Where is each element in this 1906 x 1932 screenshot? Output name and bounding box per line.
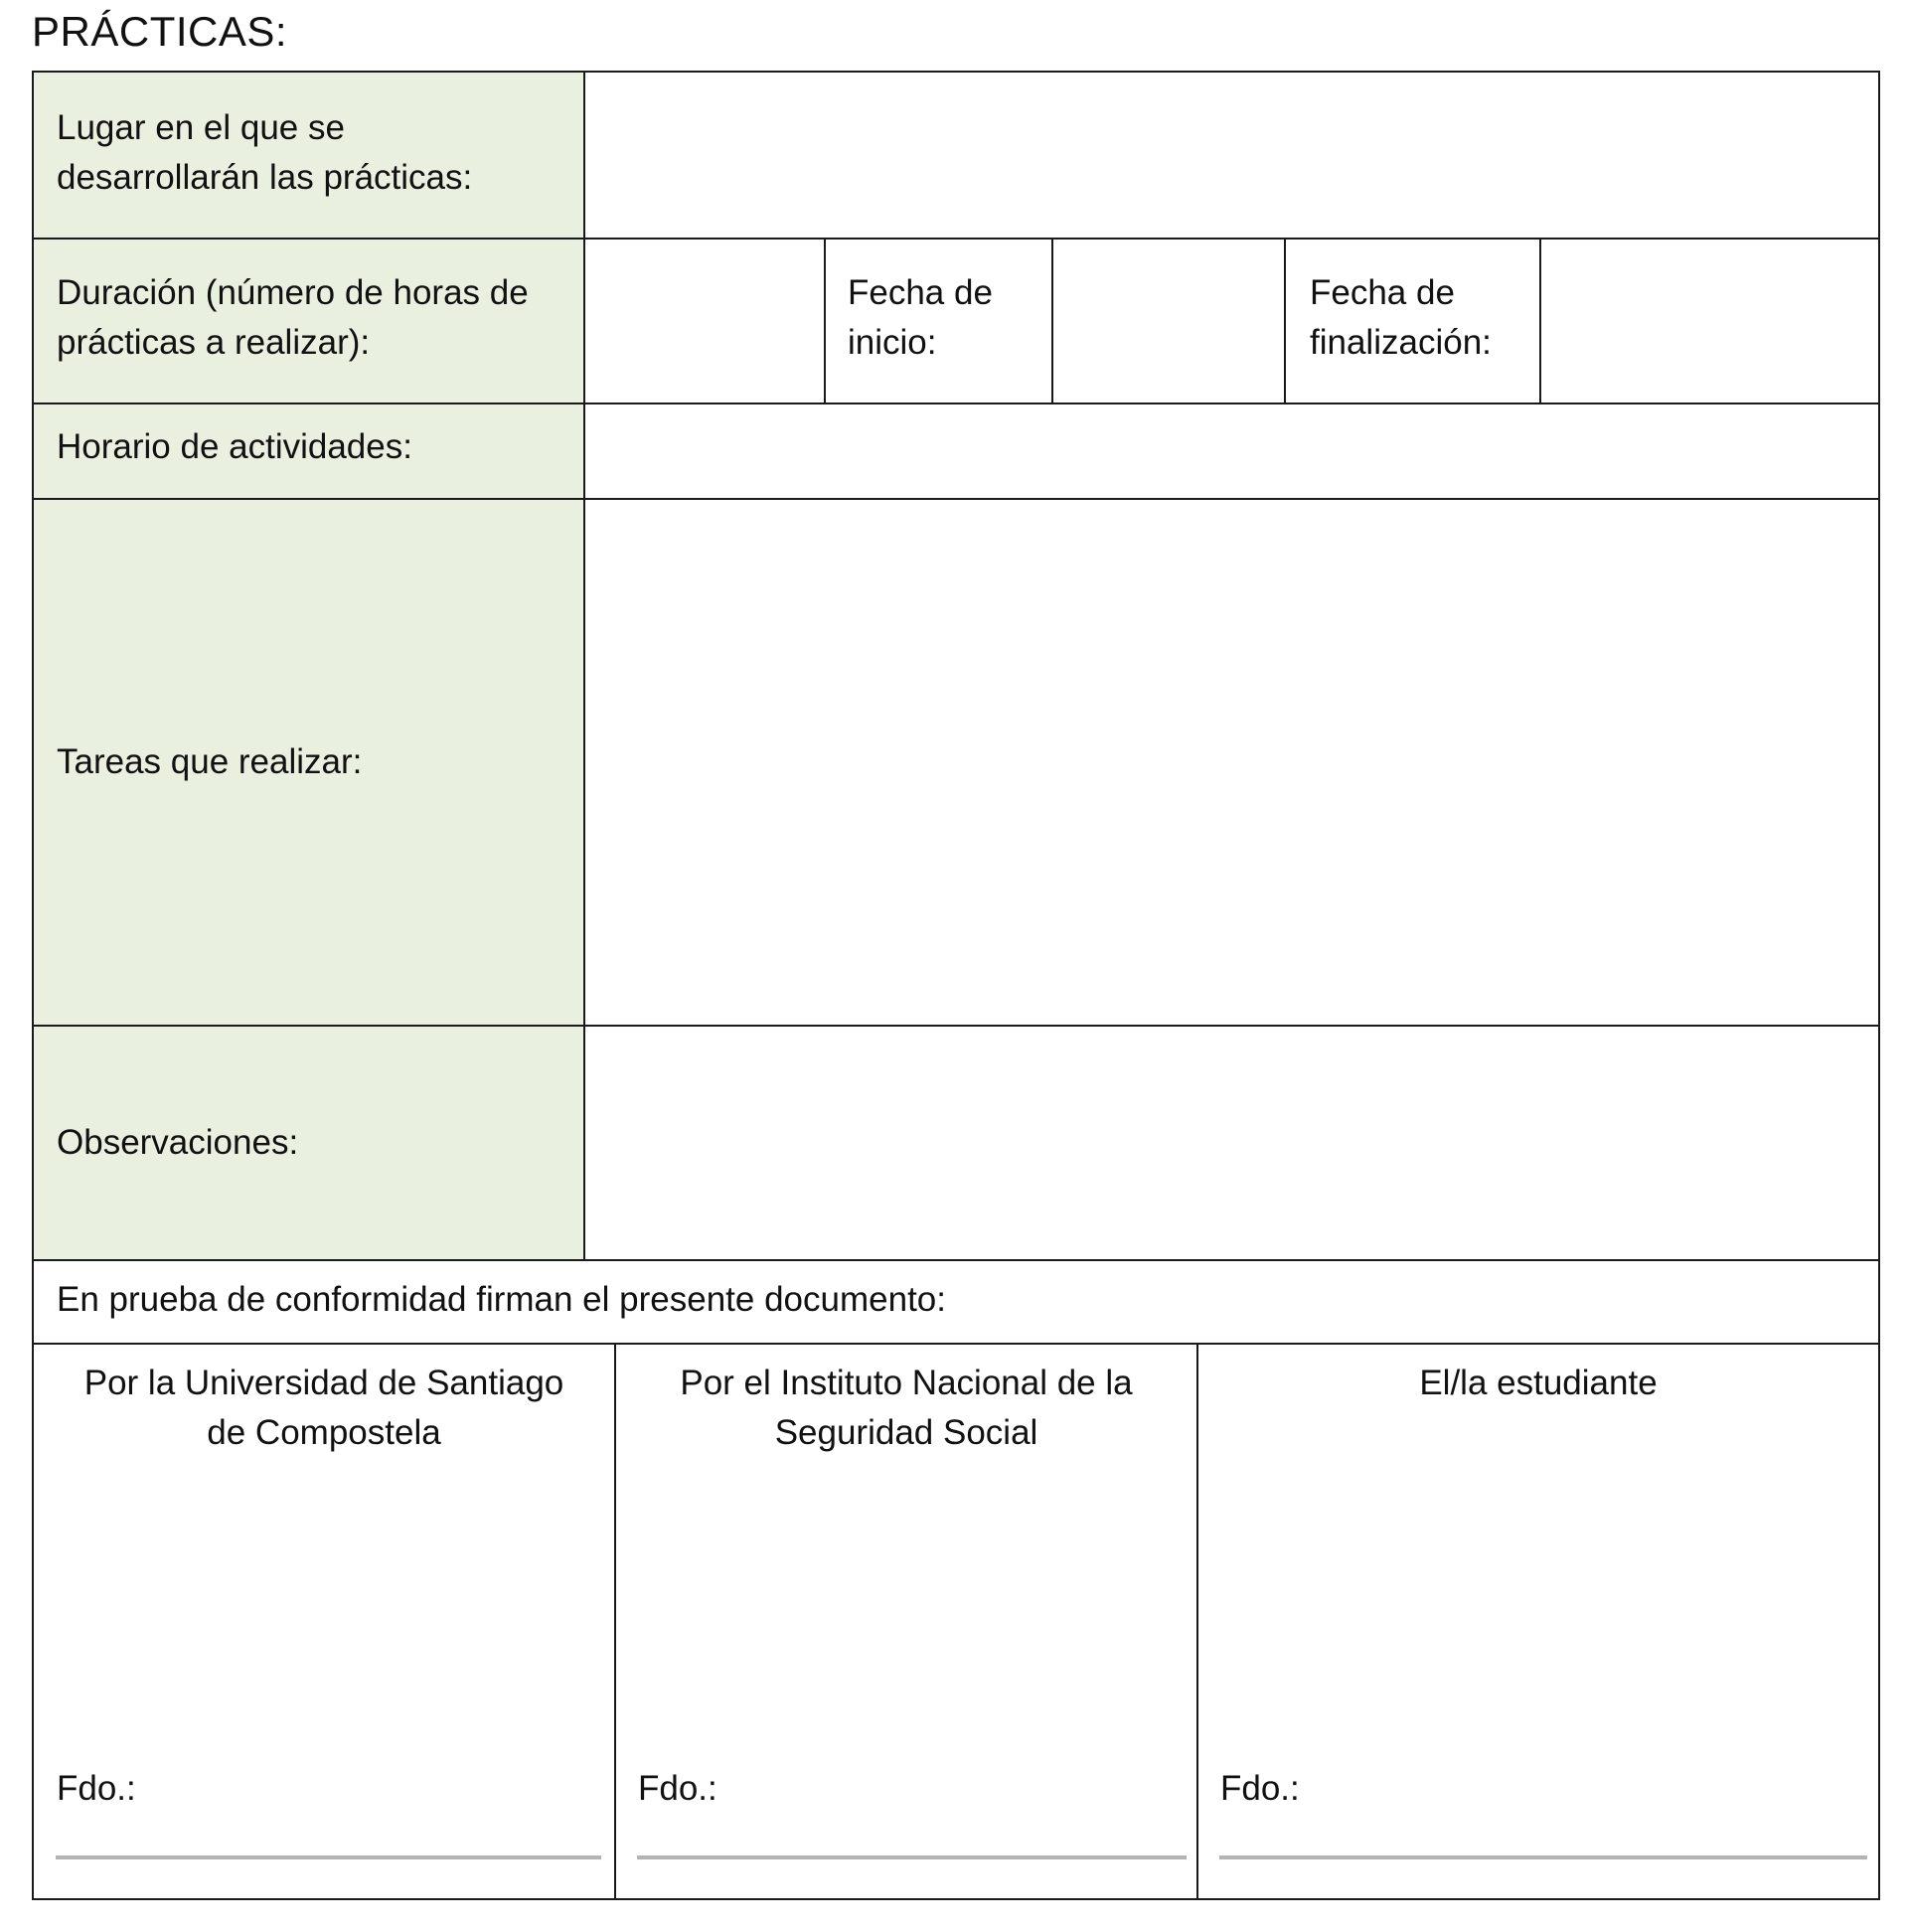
signature-line-inss <box>637 1855 1187 1859</box>
duracion-label: Duración (número de horas de prácticas a realizar): <box>57 273 529 362</box>
lugar-value-field[interactable] <box>585 73 1878 238</box>
duracion-value-field[interactable] <box>585 240 824 402</box>
fecha-inicio-label: Fecha de inicio: <box>848 273 993 362</box>
signature-fdo-label-student: Fdo.: <box>1220 1769 1300 1808</box>
duracion-label-cell <box>34 240 585 402</box>
fecha-fin-label-cell <box>1286 240 1539 402</box>
fecha-fin-value-field[interactable] <box>1541 240 1878 402</box>
fecha-inicio-label-cell <box>826 240 1051 402</box>
lugar-label-cell <box>34 73 585 238</box>
horario-label-cell <box>34 404 585 498</box>
fecha-fin-label: Fecha de finalización: <box>1310 273 1492 362</box>
signature-party-usc: Por la Universidad de Santiago de Compostela <box>83 1364 564 1452</box>
signature-line-usc <box>56 1855 601 1859</box>
observaciones-label: Observaciones: <box>57 1123 299 1162</box>
signature-party-inss: Por el Instituto Nacional de la Seguridad Social <box>680 1364 1133 1452</box>
tareas-label-cell <box>34 500 585 1025</box>
signature-box-student[interactable] <box>1198 1345 1878 1898</box>
observaciones-label-cell <box>34 1027 585 1259</box>
page-title: PRÁCTICAS: <box>32 8 288 55</box>
signature-fdo-label-inss: Fdo.: <box>638 1769 717 1808</box>
observaciones-value-field[interactable] <box>585 1027 1878 1259</box>
signature-box-usc[interactable] <box>34 1345 614 1898</box>
tareas-value-field[interactable] <box>585 500 1878 1025</box>
fecha-inicio-value-field[interactable] <box>1053 240 1284 402</box>
horario-value-field[interactable] <box>585 404 1878 498</box>
signature-fdo-label-usc: Fdo.: <box>57 1769 136 1808</box>
lugar-label: Lugar en el que se desarrollarán las prácticas: <box>57 108 473 197</box>
conformity-text: En prueba de conformidad firman el presente documento: <box>57 1280 946 1319</box>
horario-label: Horario de actividades: <box>57 427 412 466</box>
tareas-label: Tareas que realizar: <box>57 742 363 781</box>
signature-party-student: El/la estudiante <box>1419 1364 1658 1402</box>
signature-box-inss[interactable] <box>616 1345 1196 1898</box>
conformity-cell <box>34 1261 1878 1343</box>
practicas-form <box>32 71 1880 1900</box>
signature-line-student <box>1219 1855 1867 1859</box>
